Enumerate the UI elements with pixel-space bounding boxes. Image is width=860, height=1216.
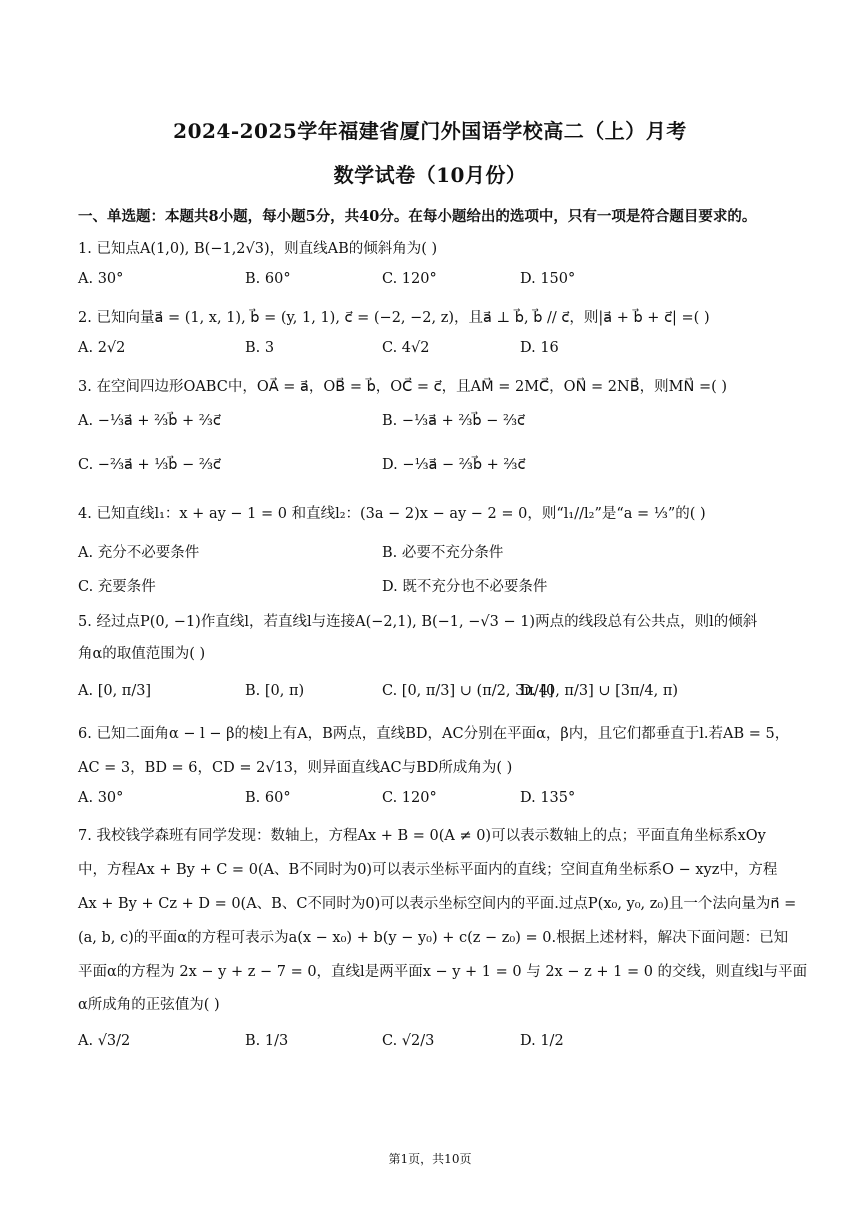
q2-option-c: C. 4√2 bbox=[382, 340, 430, 356]
question-4-stem: 4. 已知直线l₁：x + ay − 1 = 0 和直线l₂：(3a − 2)x − ay − 2 = 0，则“l₁//l₂”是“a = ⅓”的( ) bbox=[78, 506, 706, 522]
question-7-line-4: (a, b, c)的平面α的方程可表示为a(x − x₀) + b(y − y₀) + c(z − z₀) = 0.根据上述材料，解决下面问题：已知 bbox=[78, 930, 789, 946]
exam-title: 2024-2025学年福建省厦门外国语学校高二（上）月考 bbox=[173, 119, 687, 143]
q7-option-a: A. √3/2 bbox=[78, 1033, 131, 1049]
question-5-stem-line-1: 5. 经过点P(0, −1)作直线l，若直线l与连接A(−2,1), B(−1, −√3 − 1)两点的线段总有公共点，则l的倾斜 bbox=[78, 614, 758, 630]
question-6-stem-line-1: 6. 已知二面角α − l − β的棱l上有A，B两点，直线BD，AC分别在平面α，β内，且它们都垂直于l.若AB = 5， bbox=[78, 726, 790, 742]
page-footer: 第1页，共10页 bbox=[388, 1152, 472, 1166]
q5-option-c: C. [0, π/3] ∪ (π/2, 3π/4] bbox=[382, 683, 554, 699]
q6-option-c: C. 120° bbox=[382, 790, 437, 806]
q3-option-d: D. −⅓a⃗ − ⅔b⃗ + ⅔c⃗ bbox=[382, 457, 526, 473]
q5-option-a: A. [0, π/3] bbox=[78, 683, 152, 699]
q2-option-d: D. 16 bbox=[520, 340, 559, 356]
q7-option-b: B. 1/3 bbox=[245, 1033, 289, 1049]
q4-option-d: D. 既不充分也不必要条件 bbox=[382, 579, 548, 595]
exam-subtitle: 数学试卷（10月份） bbox=[333, 163, 527, 187]
question-5-stem-line-2: 角α的取值范围为( ) bbox=[78, 646, 206, 662]
question-7-line-1: 7. 我校钱学森班有同学发现：数轴上，方程Ax + B = 0(A ≠ 0)可以表示数轴上的点；平面直角坐标系xOy bbox=[78, 828, 766, 844]
question-3-stem: 3. 在空间四边形OABC中，OA⃗ = a⃗，OB⃗ = b⃗，OC⃗ = c⃗，且AM⃗ = 2MC⃗，ON⃗ = 2NB⃗，则MN⃗ =( ) bbox=[78, 379, 728, 395]
question-7-line-3: Ax + By + Cz + D = 0(A、B、C不同时为0)可以表示坐标空间内的平面.过点P(x₀, y₀, z₀)且一个法向量为n⃗ = bbox=[78, 896, 797, 912]
q2-option-b: B. 3 bbox=[245, 340, 275, 356]
section-heading: 一、单选题：本题共8小题，每小题5分，共40分。在每小题给出的选项中，只有一项是符合题目要求的。 bbox=[78, 208, 757, 225]
question-7-line-2: 中，方程Ax + By + C = 0(A、B不同时为0)可以表示坐标平面内的直线；空间直角坐标系O − xyz中，方程 bbox=[78, 862, 778, 878]
q1-option-a: A. 30° bbox=[78, 271, 124, 287]
q4-option-a: A. 充分不必要条件 bbox=[78, 545, 200, 561]
q6-option-a: A. 30° bbox=[78, 790, 124, 806]
question-2-stem: 2. 已知向量a⃗ = (1, x, 1), b⃗ = (y, 1, 1), c⃗ = (−2, −2, z)，且a⃗ ⊥ b⃗, b⃗ // c⃗，则|a⃗ + b⃗ + c⃗| =( ) bbox=[78, 310, 710, 326]
q1-option-c: C. 120° bbox=[382, 271, 437, 287]
q5-option-d: D. [0, π/3] ∪ [3π/4, π) bbox=[520, 683, 679, 699]
q3-option-a: A. −⅓a⃗ + ⅔b⃗ + ⅔c⃗ bbox=[78, 413, 221, 429]
q1-option-b: B. 60° bbox=[245, 271, 291, 287]
q5-option-b: B. [0, π) bbox=[245, 683, 305, 699]
question-1-stem: 1. 已知点A(1,0), B(−1,2√3)，则直线AB的倾斜角为( ) bbox=[78, 241, 438, 257]
question-7-line-6: α所成角的正弦值为( ) bbox=[78, 997, 220, 1013]
q2-option-a: A. 2√2 bbox=[78, 340, 126, 356]
q6-option-b: B. 60° bbox=[245, 790, 291, 806]
q3-option-b: B. −⅓a⃗ + ⅔b⃗ − ⅔c⃗ bbox=[382, 413, 525, 429]
q6-option-d: D. 135° bbox=[520, 790, 576, 806]
q1-option-d: D. 150° bbox=[520, 271, 576, 287]
question-6-stem-line-2: AC = 3，BD = 6，CD = 2√13，则异面直线AC与BD所成角为( ) bbox=[78, 760, 513, 776]
q4-option-c: C. 充要条件 bbox=[78, 579, 156, 595]
q4-option-b: B. 必要不充分条件 bbox=[382, 545, 504, 561]
q3-option-c: C. −⅔a⃗ + ⅓b⃗ − ⅔c⃗ bbox=[78, 457, 221, 473]
question-7-line-5: 平面α的方程为 2x − y + z − 7 = 0，直线l是两平面x − y + 1 = 0 与 2x − z + 1 = 0 的交线，则直线l与平面 bbox=[78, 964, 808, 980]
q7-option-d: D. 1/2 bbox=[520, 1033, 564, 1049]
q7-option-c: C. √2/3 bbox=[382, 1033, 435, 1049]
